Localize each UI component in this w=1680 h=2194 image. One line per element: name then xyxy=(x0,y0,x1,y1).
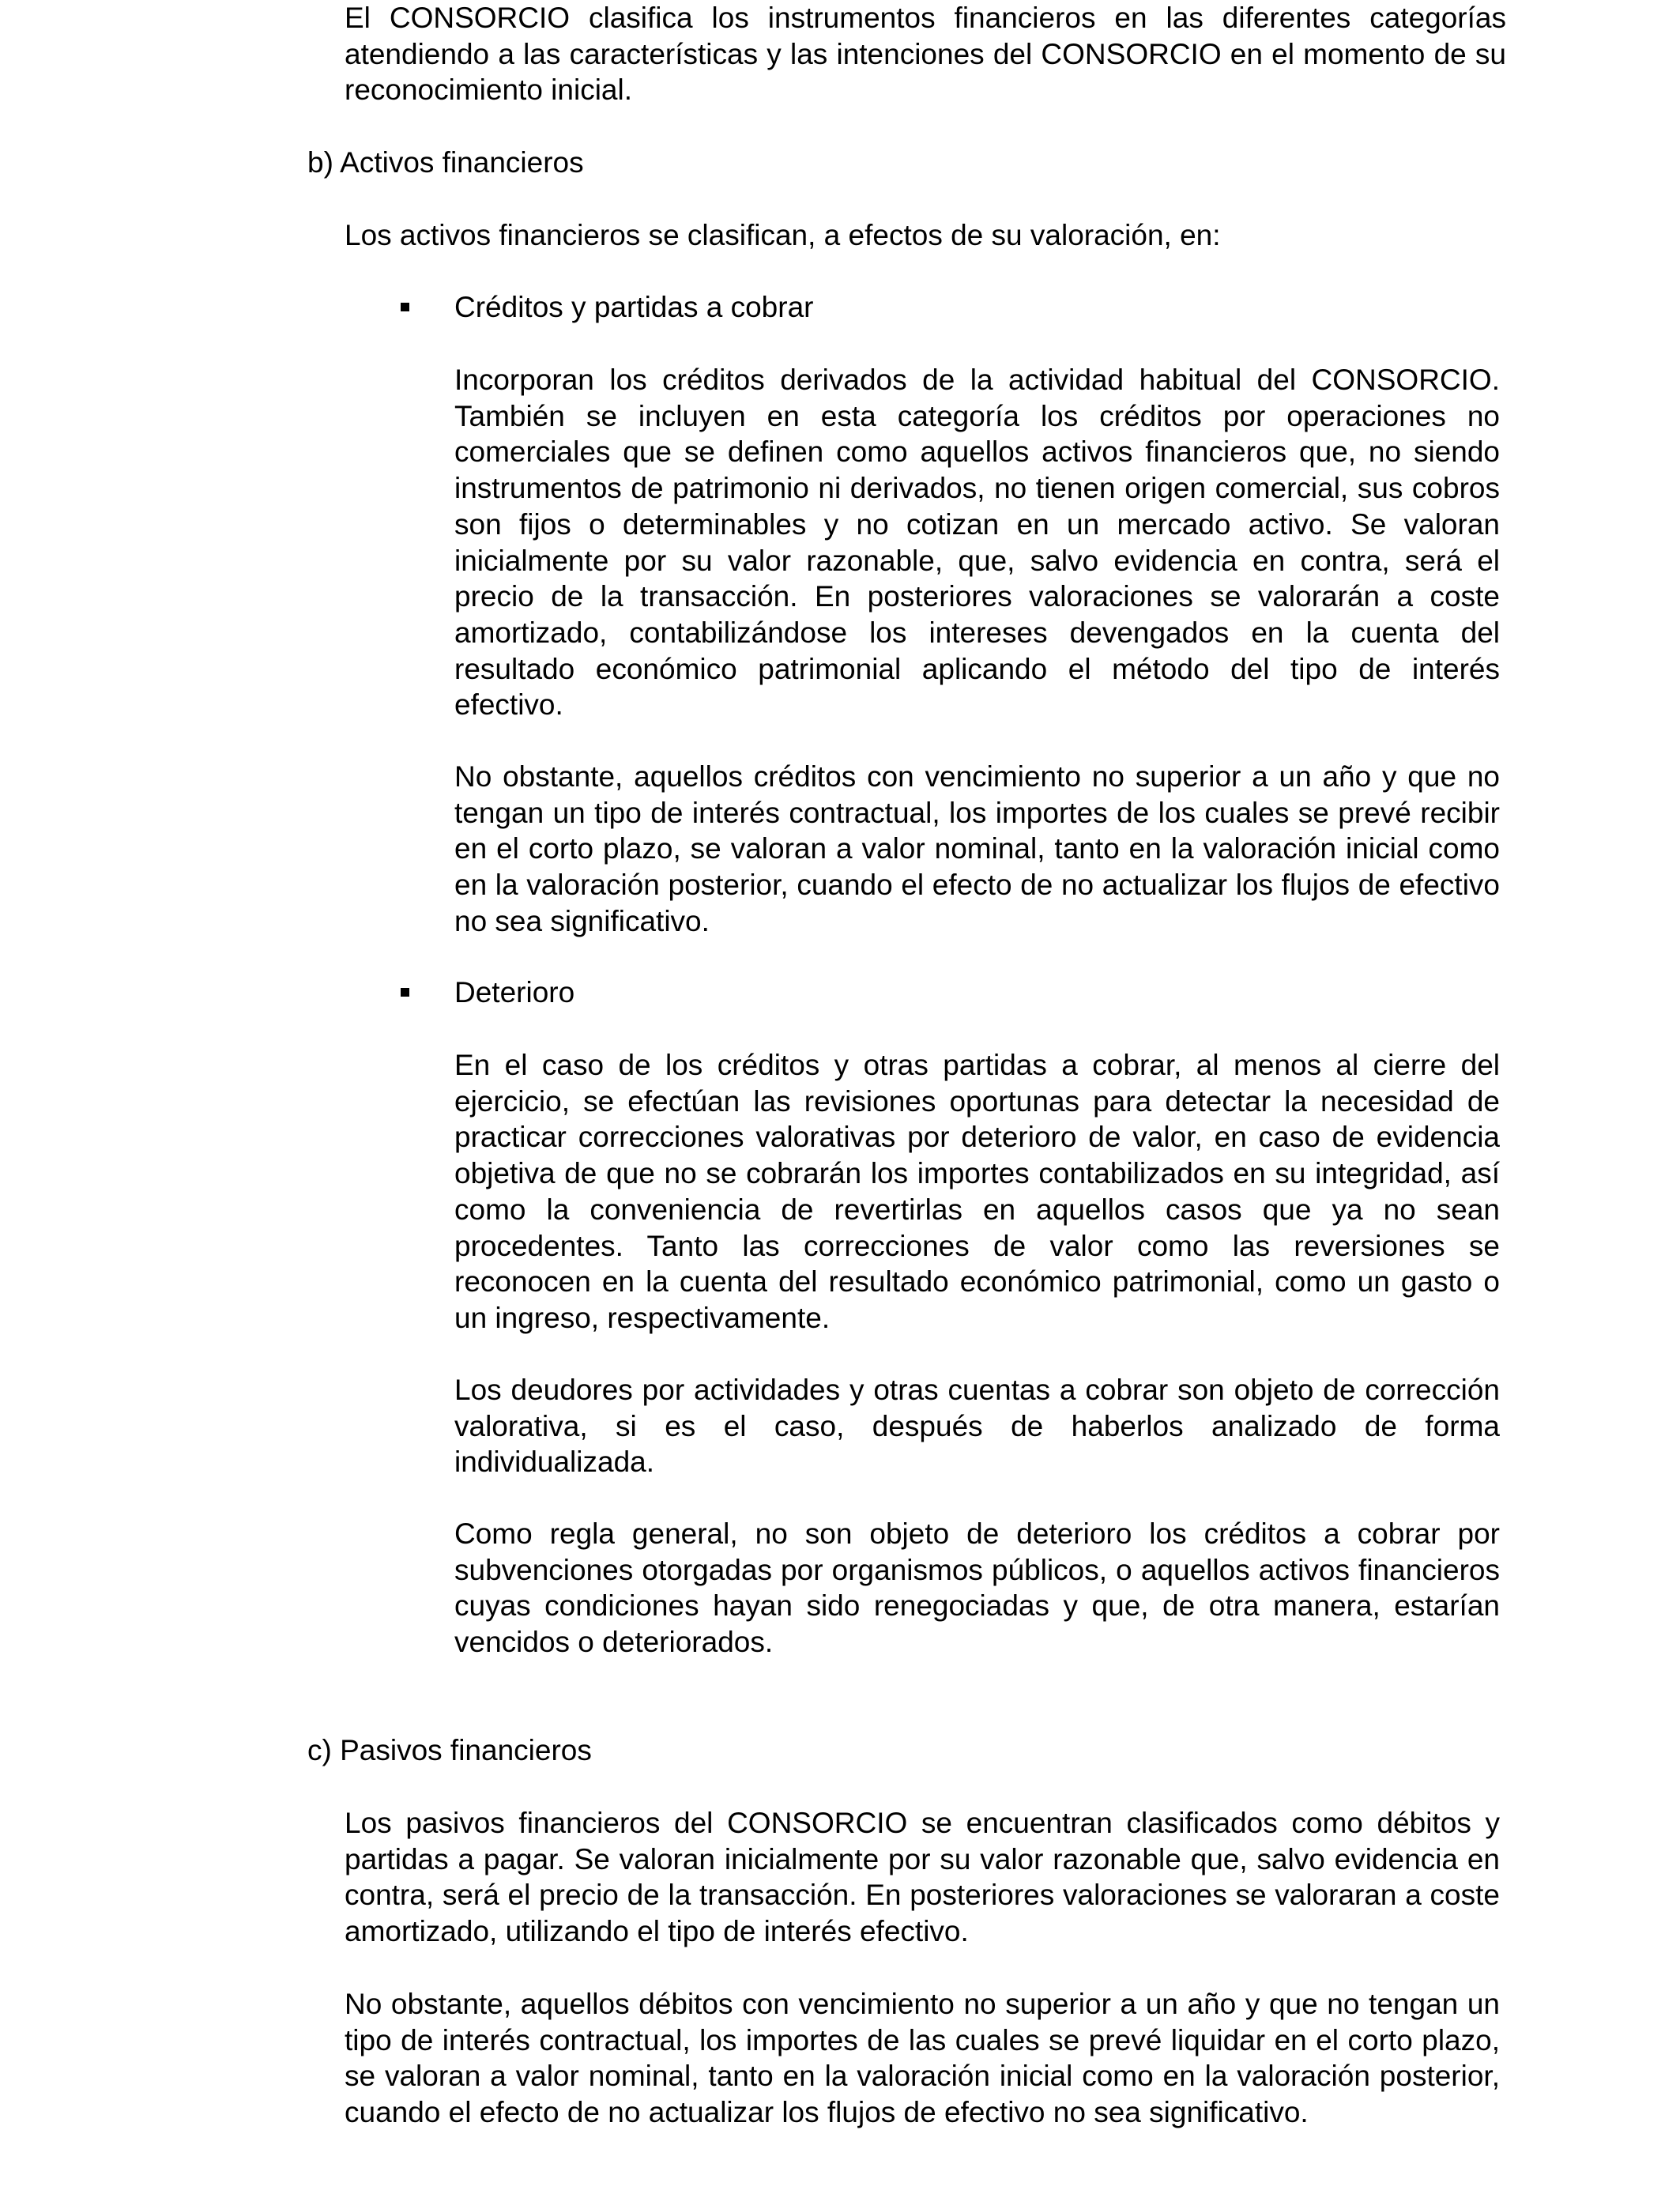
bullet-square-icon xyxy=(401,988,409,997)
section-b-heading: b) Activos financieros xyxy=(307,146,584,179)
pasivos-paragraph-1: Los pasivos financieros del CONSORCIO se encuentran clasificados como débitos y partidas a pagar. Se valoran inicialmente por su valor razonable que, salvo evidencia en contra, será el precio de la transacción. En posteriores valoraciones se valoraran a coste amortizado, utilizando el tipo de interés efectivo. xyxy=(345,1807,1500,1948)
pasivos-paragraph-2: No obstante, aquellos débitos con vencimiento no superior a un año y que no tengan un tipo de interés contractual, los importes de las cuales se prevé liquidar en el corto plazo, se valoran a valor nominal, tanto en la valoración inicial como en la valoración posterior, cuando el efecto de no actualizar los flujos de efectivo no sea significativo. xyxy=(345,1988,1500,2129)
section-c-heading: c) Pasivos financieros xyxy=(307,1734,592,1766)
creditos-paragraph-2: No obstante, aquellos créditos con vencimiento no superior a un año y que no tengan un tipo de interés contractual, los importes de los cuales se prevé recibir en el corto plazo, se valoran a valor nominal, tanto en la valoración inicial como en la valoración posterior, cuando el efecto de no actualizar los flujos de efectivo no sea significativo. xyxy=(454,760,1500,937)
deterioro-label: Deterioro xyxy=(454,976,575,1008)
creditos-paragraph-1: Incorporan los créditos derivados de la actividad habitual del CONSORCIO. También se incluyen en esta categoría los créditos por operaciones no comerciales que se definen como aquellos activos financieros que, no siendo instrumentos de patrimonio ni derivados, no tienen origen comercial, sus cobros son fijos o determinables y no cotizan en un mercado activo. Se valoran inicialmente por su valor razonable, que, salvo evidencia en contra, será el precio de la transacción. En posteriores valoraciones se valorarán a coste amortizado, contabilizándose los intereses devengados en la cuenta del resultado económico patrimonial aplicando el método del tipo de interés efectivo. xyxy=(454,364,1500,722)
creditos-label: Créditos y partidas a cobrar xyxy=(454,291,814,323)
section-b-intro: Los activos financieros se clasifican, a efectos de su valoración, en: xyxy=(345,219,1221,251)
intro-paragraph: El CONSORCIO clasifica los instrumentos financieros en las diferentes categorías atendiendo a las características y las intenciones del CONSORCIO en el momento de su reconocimiento inicial. xyxy=(345,2,1506,107)
deterioro-paragraph-3: Como regla general, no son objeto de deterioro los créditos a cobrar por subvenciones otorgadas por organismos públicos, o aquellos activos financieros cuyas condiciones hayan sido renegociadas y que, de otra manera, estarían vencidos o deteriorados. xyxy=(454,1517,1500,1659)
bullet-square-icon xyxy=(401,303,409,311)
deterioro-paragraph-1: En el caso de los créditos y otras partidas a cobrar, al menos al cierre del ejercicio, se efectúan las revisiones oportunas para detectar la necesidad de practicar correcciones valorativas por deterioro de valor, en caso de evidencia objetiva de que no se cobrarán los importes contabilizados en su integridad, así como la conveniencia de revertirlas en aquellos casos que ya no sean procedentes. Tanto las correcciones de valor como las reversiones se reconocen en la cuenta del resultado económico patrimonial, como un gasto o un ingreso, respectivamente. xyxy=(454,1049,1500,1334)
deterioro-paragraph-2: Los deudores por actividades y otras cuentas a cobrar son objeto de corrección valorativa, si es el caso, después de haberlos analizado de forma individualizada. xyxy=(454,1374,1500,1479)
